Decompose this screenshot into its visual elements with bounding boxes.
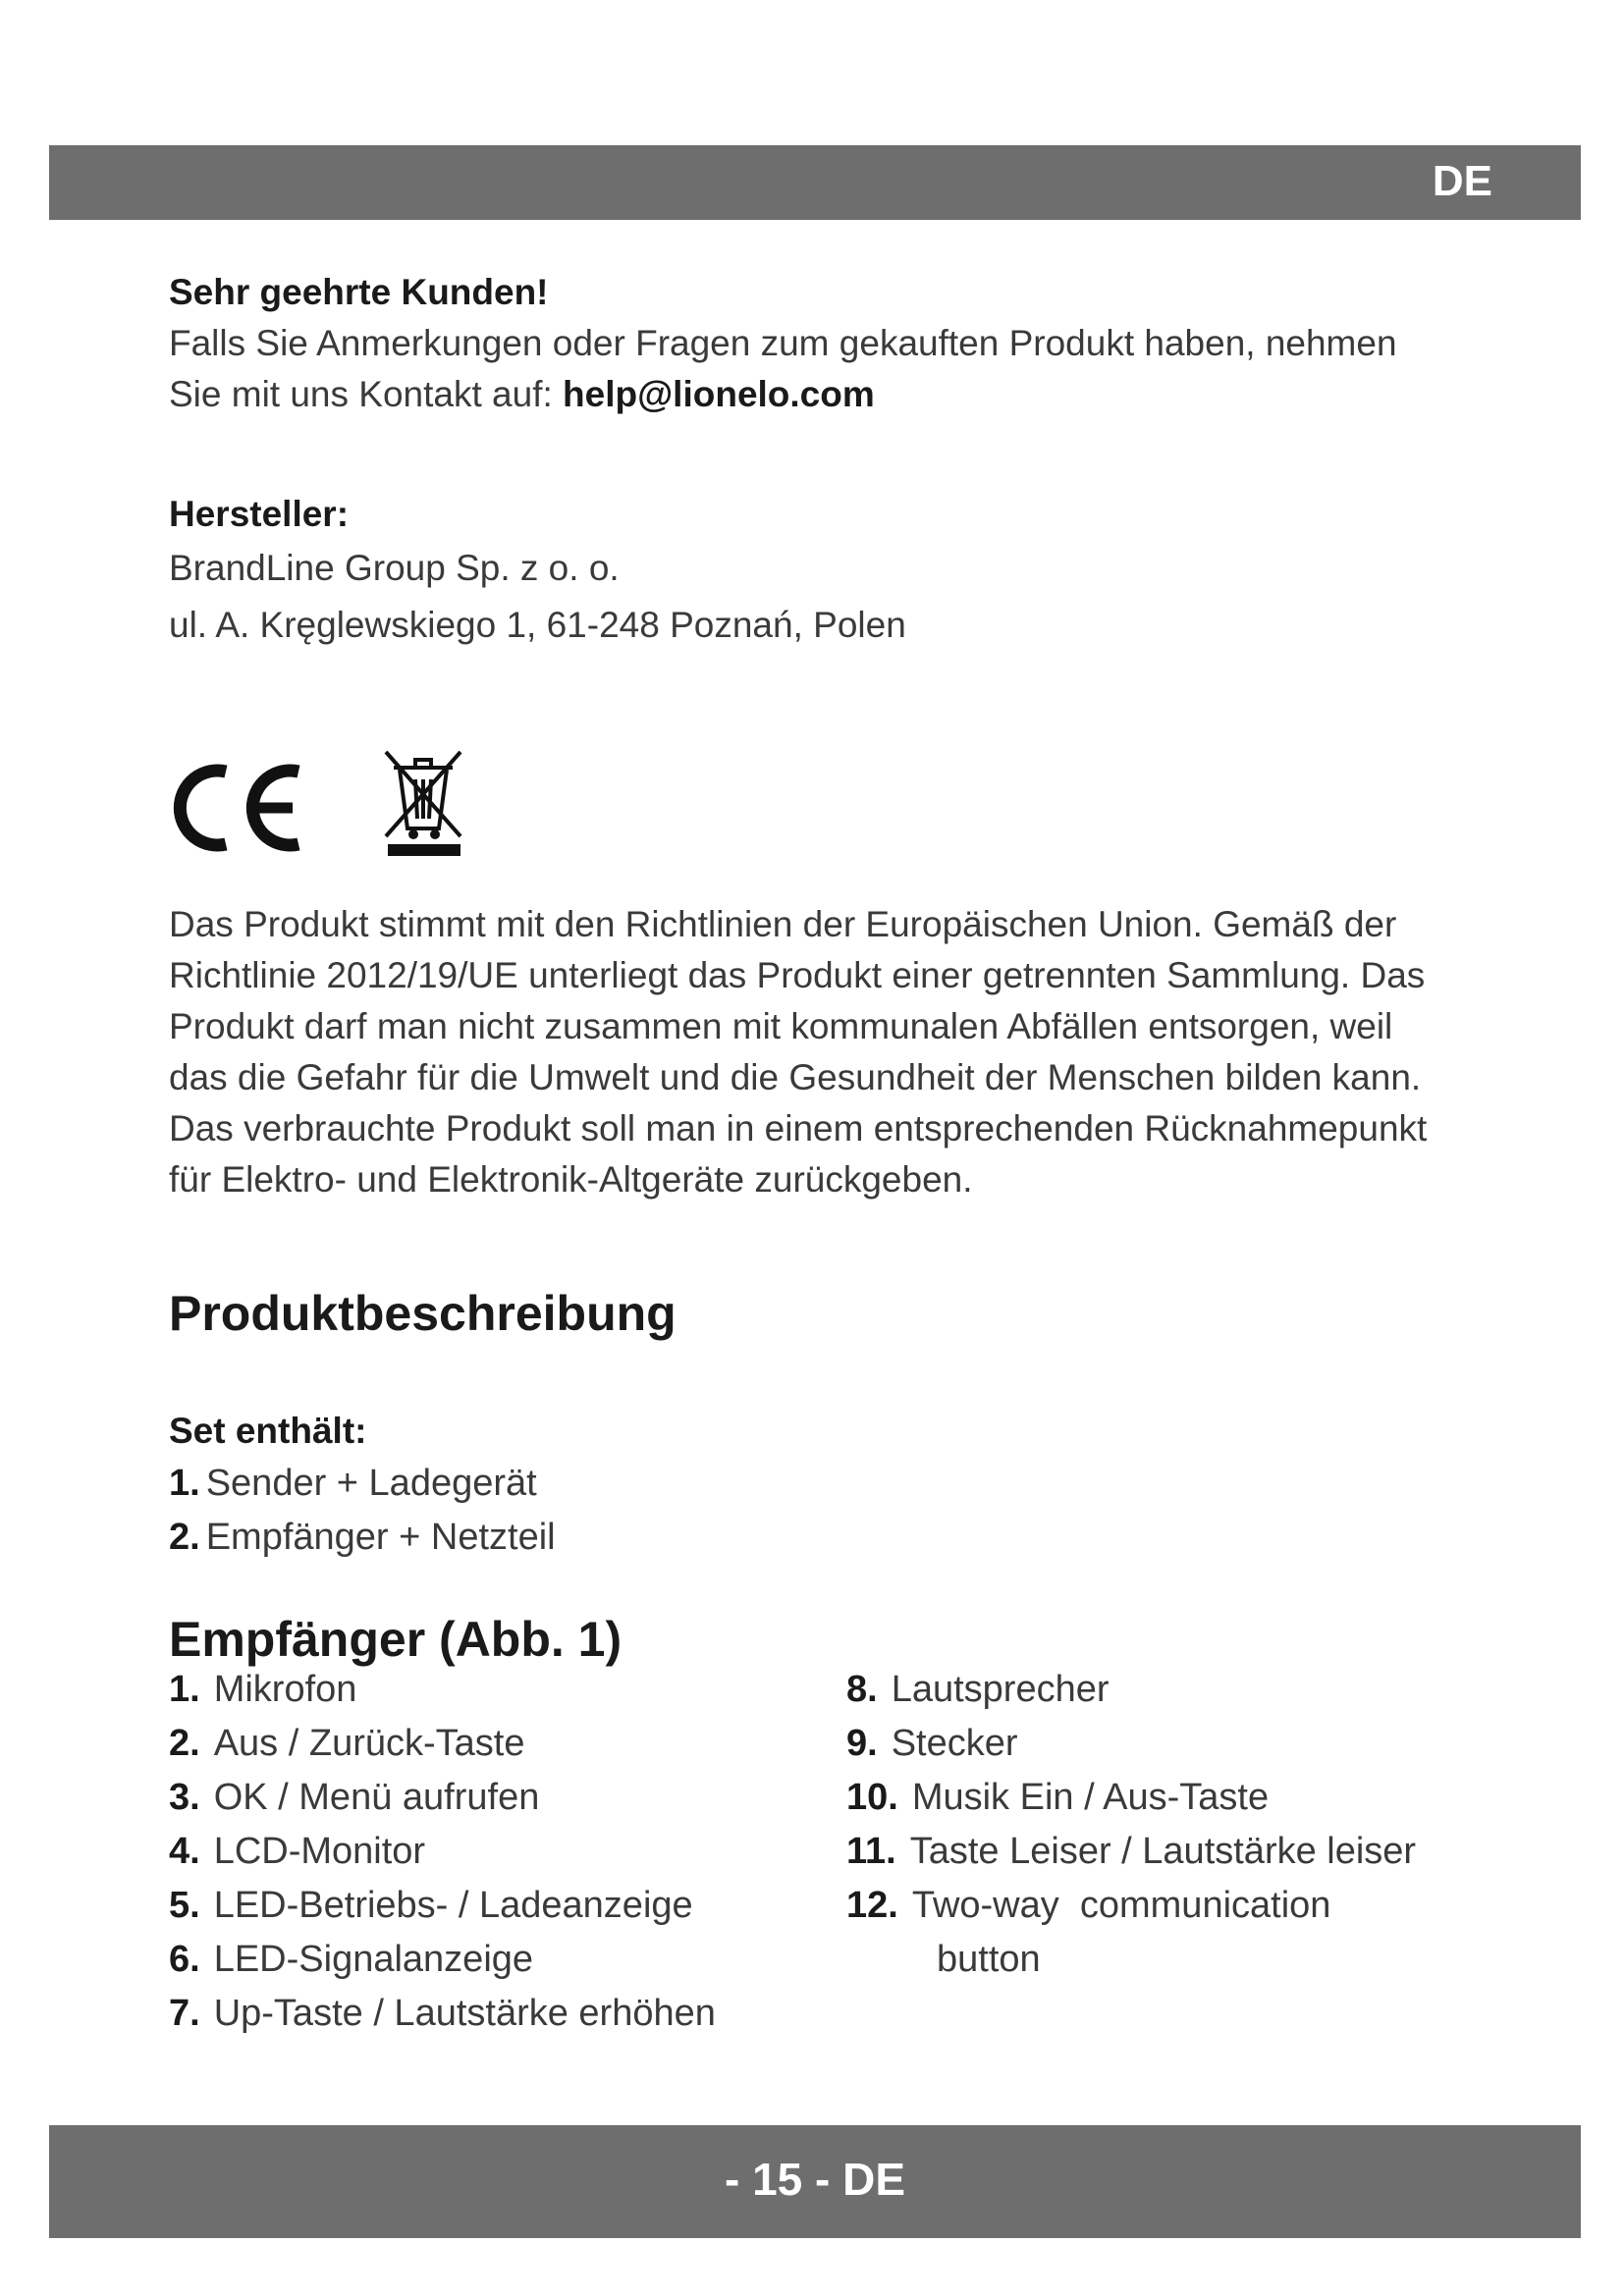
manufacturer-section xyxy=(169,489,1543,654)
footer-bar xyxy=(49,2125,1581,2238)
list-item: 5. LED-Betriebs- / Ladeanzeige xyxy=(169,1885,693,1926)
list-item: 11. Taste Leiser / Lautstärke leiser xyxy=(846,1831,1417,1872)
intro-line-2-text: Sie mit uns Kontakt auf: xyxy=(169,374,564,414)
intro-line-1: Falls Sie Anmerkungen oder Fragen zum gekauften Produkt haben, nehmen xyxy=(169,323,1397,363)
intro-section xyxy=(169,267,1543,420)
support-email[interactable]: help@lionelo.com xyxy=(563,374,875,414)
ce-mark-icon xyxy=(169,754,306,862)
compliance-line: Das Produkt stimmt mit den Richtlinien der Europäischen Union. Gemäß der xyxy=(169,904,1397,944)
greeting: Sehr geehrte Kunden! xyxy=(169,272,549,312)
list-item: 3. OK / Menü aufrufen xyxy=(169,1777,540,1818)
language-label: DE xyxy=(1432,157,1492,205)
list-item: 7. Up-Taste / Lautstärke erhöhen xyxy=(169,1993,716,2034)
receiver-parts-left xyxy=(169,1663,807,2041)
list-item: 10. Musik Ein / Aus-Taste xyxy=(846,1777,1270,1818)
set-items-list xyxy=(169,1457,1543,1565)
receiver-title: Empfänger (Abb. 1) xyxy=(169,1612,623,1667)
list-item: 12. Two-way communication xyxy=(846,1885,1331,1926)
list-item: 1. Sender + Ladegerät xyxy=(169,1463,537,1504)
compliance-section xyxy=(169,899,1543,1205)
list-item-continuation: button xyxy=(937,1939,1041,1980)
section-title: Produktbeschreibung xyxy=(169,1286,677,1341)
product-description-section xyxy=(169,1282,1543,1345)
intro-line-2 xyxy=(169,369,1543,420)
list-item: 1. Mikrofon xyxy=(169,1669,357,1710)
list-item: 6. LED-Signalanzeige xyxy=(169,1939,534,1980)
list-item: 8. Lautsprecher xyxy=(846,1669,1110,1710)
set-label: Set enthält: xyxy=(169,1411,367,1451)
list-item: 9. Stecker xyxy=(846,1723,1018,1764)
compliance-line: Produkt darf man nicht zusammen mit kommunalen Abfällen entsorgen, weil xyxy=(169,1006,1393,1046)
manufacturer-label: Hersteller: xyxy=(169,494,350,534)
crossed-bin-icon xyxy=(380,746,468,859)
compliance-line: Das verbrauchte Produkt soll man in einem entsprechenden Rücknahmepunkt xyxy=(169,1108,1428,1148)
manufacturer-name: BrandLine Group Sp. z o. o. xyxy=(169,548,620,588)
receiver-parts-right xyxy=(846,1663,1573,1987)
manufacturer-address: ul. A. Kręglewskiego 1, 61-248 Poznań, Polen xyxy=(169,605,906,645)
set-contents-section xyxy=(169,1406,1543,1565)
compliance-line: das die Gefahr für die Umwelt und die Gesundheit der Menschen bilden kann. xyxy=(169,1057,1422,1097)
compliance-line: für Elektro- und Elektronik-Altgeräte zurückgeben. xyxy=(169,1159,973,1200)
header-bar xyxy=(49,145,1581,220)
list-item: 4. LCD-Monitor xyxy=(169,1831,426,1872)
compliance-line: Richtlinie 2012/19/UE unterliegt das Produkt einer getrennten Sammlung. Das xyxy=(169,955,1426,995)
receiver-section xyxy=(169,1608,1543,1671)
list-item: 2. Empfänger + Netzteil xyxy=(169,1517,556,1558)
list-item: 2. Aus / Zurück-Taste xyxy=(169,1723,525,1764)
page-number: - 15 - DE xyxy=(724,2154,906,2205)
